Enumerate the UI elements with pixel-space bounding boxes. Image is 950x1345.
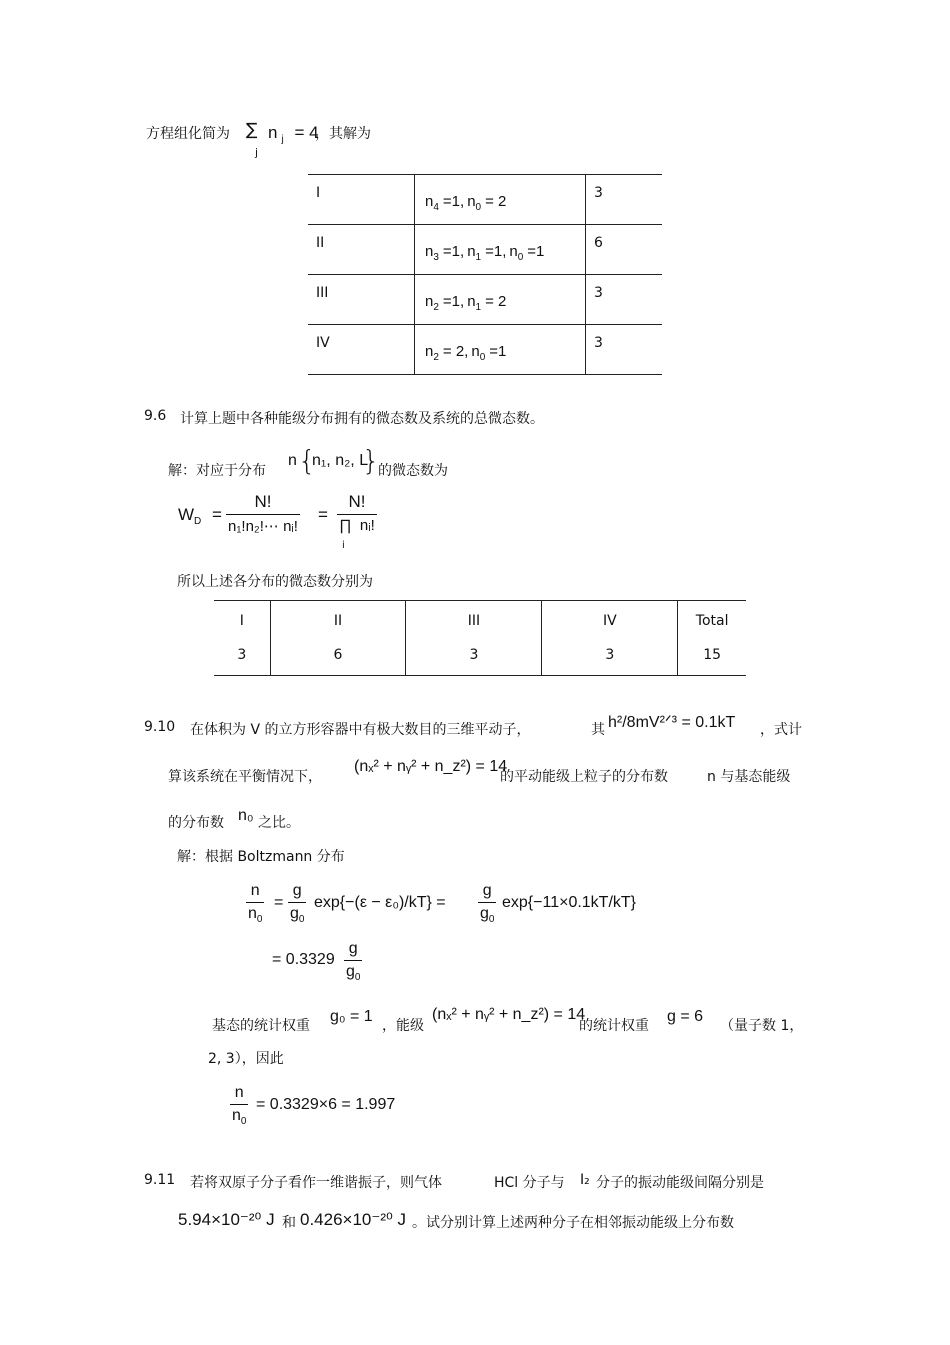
eq-sign-1: = [212,505,222,524]
ratio-g-g0-2: $\frac{g}{g_0}$ [480,882,495,925]
g-eq: g = 6 [667,1008,704,1025]
intro-text: 方程组化简为 [146,126,230,142]
q910-qi: 其 [591,722,605,738]
stat-mid2: 的统计权重 [579,1018,649,1034]
q910-line2-pre: 算该系统在平衡情况下， [168,769,322,785]
q911-hcl: HCl 分子与 [494,1175,565,1191]
stat-mid: ，能级 [382,1018,424,1034]
q910-sol: 解：根据 Boltzmann 分布 [177,849,345,865]
solution-row [308,175,662,225]
q911-line1: 若将双原子分子看作一维谐振子，则气体 [190,1175,442,1191]
row-count: 3 [586,325,663,375]
row-solution: $n_4 =1$, $n_0 = 2$ [415,175,586,225]
ratio-g-g0-3: $\frac{g}{g_0}$ [346,940,361,983]
eq2-value: = 0.3329 [272,951,335,968]
dist-n: n [288,452,297,469]
row-label: IV [308,325,415,375]
boltzmann-exp-1: exp{−(ε − ε₀)/kT} = [314,894,446,911]
eq-a: = [274,894,284,911]
dist-set: n₁, n₂, L [312,452,369,469]
eq-sign-2: = [318,505,328,524]
intro-equation: n $_j$ = 4 [268,123,319,145]
final-value: = 0.3329×6 = 1.997 [256,1096,396,1113]
header-cell: III [406,601,542,638]
row-label: III [308,275,415,325]
solution-row [308,225,662,275]
solution-row [308,325,662,375]
final-ratio: $\frac{n}{n_0}$ [232,1084,247,1127]
q910-line2-end: n 与基态能级 [707,769,791,785]
value-cell: 3 [542,637,678,676]
microstate-table [214,600,746,676]
value-cell: 15 [678,637,746,676]
stat-pre: 基态的统计权重 [212,1018,310,1034]
q910-line3-pre: 的分布数 [168,815,224,831]
wd-symbol: $W_D$ [178,505,202,527]
q910-line2-tail: 的平动能级上粒子的分布数 [500,769,668,785]
sum-symbol: ∑ [246,120,258,140]
row-count: 3 [586,275,663,325]
value-cell: 3 [214,637,270,676]
fraction-1: $\frac{N!}{\text{n₁!n₂!⋯ nᵢ!}}$ [228,492,298,535]
fraction-2: $\frac{N!}{\text{∏ nᵢ!}}$ [339,492,375,534]
prod-index: i [342,540,345,551]
q911-and: 和 [282,1215,296,1231]
q96-sol-suffix: 的微态数为 [378,463,448,479]
row-label: II [308,225,415,275]
solution-row [308,275,662,325]
q910-level: (nₓ² + nᵧ² + n_z²) = 14 [354,758,508,775]
q910-condition: h²/8mV²ᐟ³ = 0.1kT [608,714,736,731]
q911-line2-tail: 。试分别计算上述两种分子在相邻振动能级上分布数 [412,1215,734,1231]
stat-tail: （量子数 1， [720,1018,804,1034]
ratio-n-n0: $\frac{n}{n_0}$ [248,882,263,925]
header-cell: I [214,601,270,638]
sum-index: j [255,146,259,159]
g0-eq: g₀ = 1 [330,1008,373,1025]
stat-line2: 2, 3），因此 [208,1051,284,1067]
q911-v2: 0.426×10⁻²⁰ J [300,1210,407,1229]
ratio-g-g0: $\frac{g}{g_0}$ [290,882,305,925]
boltzmann-exp-2: exp{−11×0.1kT/kT} [502,894,637,911]
row-solution: $n_3 =1$, $n_1 =1$, $n_0 =1$ [415,225,586,275]
stat-level: (nₓ² + nᵧ² + n_z²) = 14 [432,1006,586,1023]
value-cell: 6 [270,637,406,676]
header-cell: Total [678,601,746,638]
q96-text: 计算上题中各种能级分布拥有的微态数及系统的总微态数。 [180,411,544,427]
q910-line1-tail: ，式计 [760,722,802,738]
q910-n0: n₀ [238,807,254,824]
q910-line3-tail: 之比。 [258,815,300,831]
q96-after: 所以上述各分布的微态数分别为 [177,574,373,590]
intro-tail: ，其解为 [315,126,371,142]
row-label: I [308,175,415,225]
value-cell: 3 [406,637,542,676]
solution-table [308,174,662,375]
brace-open: { [298,444,316,477]
q911-line1-tail: 分子的振动能级间隔分别是 [596,1175,764,1191]
q910-number: 9.10 [144,719,176,735]
row-solution: $n_2 =1$, $n_1 = 2$ [415,275,586,325]
q96-number: 9.6 [144,408,167,424]
q911-number: 9.11 [144,1172,176,1188]
row-count: 3 [586,175,663,225]
header-cell: II [270,601,406,638]
q911-i2: I₂ [580,1172,590,1188]
brace-close: } [362,444,380,477]
q911-v1: 5.94×10⁻²⁰ J [178,1210,275,1229]
row-count: 6 [586,225,663,275]
row-solution: $n_2 = 2$, $n_0 =1$ [415,325,586,375]
q96-sol-prefix: 解：对应于分布 [168,463,266,479]
header-cell: IV [542,601,678,638]
q910-line1: 在体积为 V 的立方形容器中有极大数目的三维平动子， [190,722,531,738]
